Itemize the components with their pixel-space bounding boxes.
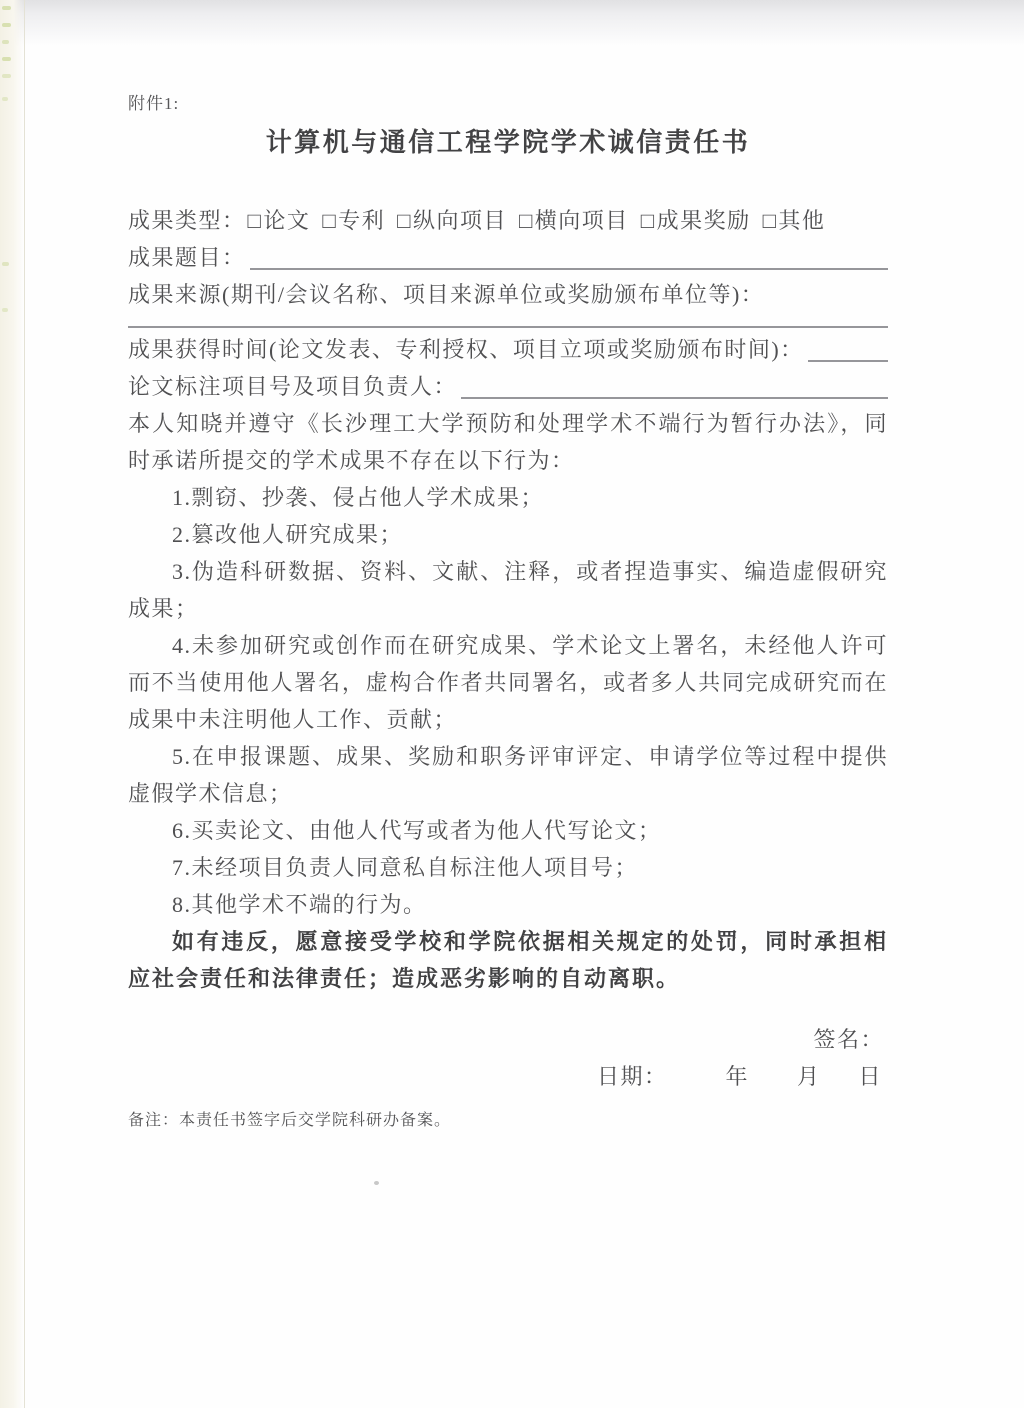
scan-artifact-dash — [2, 97, 8, 101]
option-label: 论文 — [263, 208, 311, 233]
list-item-1: 1.剽窃、抄袭、侵占他人学术成果； — [172, 485, 545, 510]
result-type-label: 成果类型： — [128, 208, 246, 233]
date-label: 日期： — [596, 1064, 668, 1089]
option-label: 纵向项目 — [412, 208, 507, 233]
option-other — [763, 202, 826, 239]
option-label: 其他 — [778, 208, 826, 233]
option-label: 成果奖励 — [656, 208, 751, 233]
checkbox-icon: □ — [397, 208, 412, 233]
result-type-options — [246, 202, 826, 239]
option-label: 横向项目 — [534, 208, 629, 233]
day-label: 日 — [858, 1064, 882, 1089]
checkbox-icon: □ — [322, 208, 338, 233]
result-time-row — [128, 331, 888, 368]
month-label: 月 — [796, 1064, 821, 1089]
fill-in-line — [250, 268, 888, 270]
option-vertical-project — [397, 202, 507, 239]
year-label: 年 — [725, 1064, 749, 1089]
scan-artifact-dash — [2, 23, 11, 27]
fill-in-line — [808, 360, 888, 362]
fill-in-line — [461, 397, 888, 399]
form-fields — [128, 202, 888, 405]
checkbox-icon: □ — [762, 208, 778, 233]
option-award — [641, 202, 751, 239]
result-time-label: 成果获得时间(论文发表、专利授权、项目立项或奖励颁布时间)： — [128, 337, 804, 362]
signature-row — [128, 1021, 888, 1058]
scan-top-shadow — [0, 0, 1024, 46]
checkbox-icon: □ — [640, 208, 656, 233]
list-item-3: 3.伪造科研数据、资料、文献、注释，或者捏造事实、编造虚假研究成果； — [128, 559, 888, 621]
option-patent — [322, 202, 385, 239]
checkbox-icon: □ — [518, 208, 534, 233]
list-item-6: 6.买卖论文、由他人代写或者为他人代写论文； — [172, 818, 662, 843]
intro-paragraph: 本人知晓并遵守《长沙理工大学预防和处理学术不端行为暂行办法》，同时承诺所提交的学术成果不存在以下行为： — [128, 411, 888, 473]
list-item-5: 5.在申报课题、成果、奖励和职务评审评定、申请学位等过程中提供虚假学术信息； — [128, 744, 888, 806]
scan-artifact-dash — [2, 40, 9, 44]
checkbox-icon: □ — [247, 208, 263, 233]
fill-in-line — [128, 313, 888, 328]
project-info-label: 论文标注项目号及项目负责人： — [128, 374, 458, 399]
list-item-7: 7.未经项目负责人同意私自标注他人项目号； — [172, 855, 639, 880]
option-label: 专利 — [338, 208, 386, 233]
scan-artifact-dash — [2, 308, 8, 312]
signature-label: 签名： — [813, 1027, 884, 1052]
list-item-4: 4.未参加研究或创作而在研究成果、学术论文上署名，未经他人许可而不当使用他人署名，虚构合作者共同署名，或者多人共同完成研究而在成果中未注明他人工作、贡献； — [128, 633, 888, 732]
footnote: 备注：本责任书签字后交学院科研办备案。 — [128, 1112, 452, 1129]
document-content — [128, 92, 888, 1133]
result-type-row — [128, 202, 888, 239]
list-item-8: 8.其他学术不端的行为。 — [172, 892, 427, 917]
warning-paragraph: 如有违反，愿意接受学校和学院依据相关规定的处罚，同时承担相应社会责任和法律责任；造成恶劣影响的自动离职。 — [128, 929, 888, 991]
date-row — [128, 1058, 888, 1095]
option-thesis — [248, 202, 311, 239]
option-horizontal-project — [519, 202, 629, 239]
scan-artifact-dash — [2, 262, 9, 266]
project-info-row — [128, 368, 888, 405]
result-source-row — [128, 276, 888, 313]
scan-artifact-dash — [2, 6, 11, 10]
attachment-label: 附件1: — [128, 94, 180, 113]
scan-artifact-dash — [2, 74, 11, 78]
result-title-row — [128, 239, 888, 276]
scan-artifact-dash — [2, 57, 11, 61]
result-title-label: 成果题目： — [128, 245, 246, 270]
list-item-2: 2.篡改他人研究成果； — [172, 522, 404, 547]
scan-left-edge — [0, 0, 25, 1408]
result-source-label: 成果来源(期刊/会议名称、项目来源单位或奖励颁布单位等)： — [128, 282, 765, 307]
scan-speck — [374, 1181, 379, 1185]
page-title: 计算机与通信工程学院学术诚信责任书 — [265, 128, 751, 157]
